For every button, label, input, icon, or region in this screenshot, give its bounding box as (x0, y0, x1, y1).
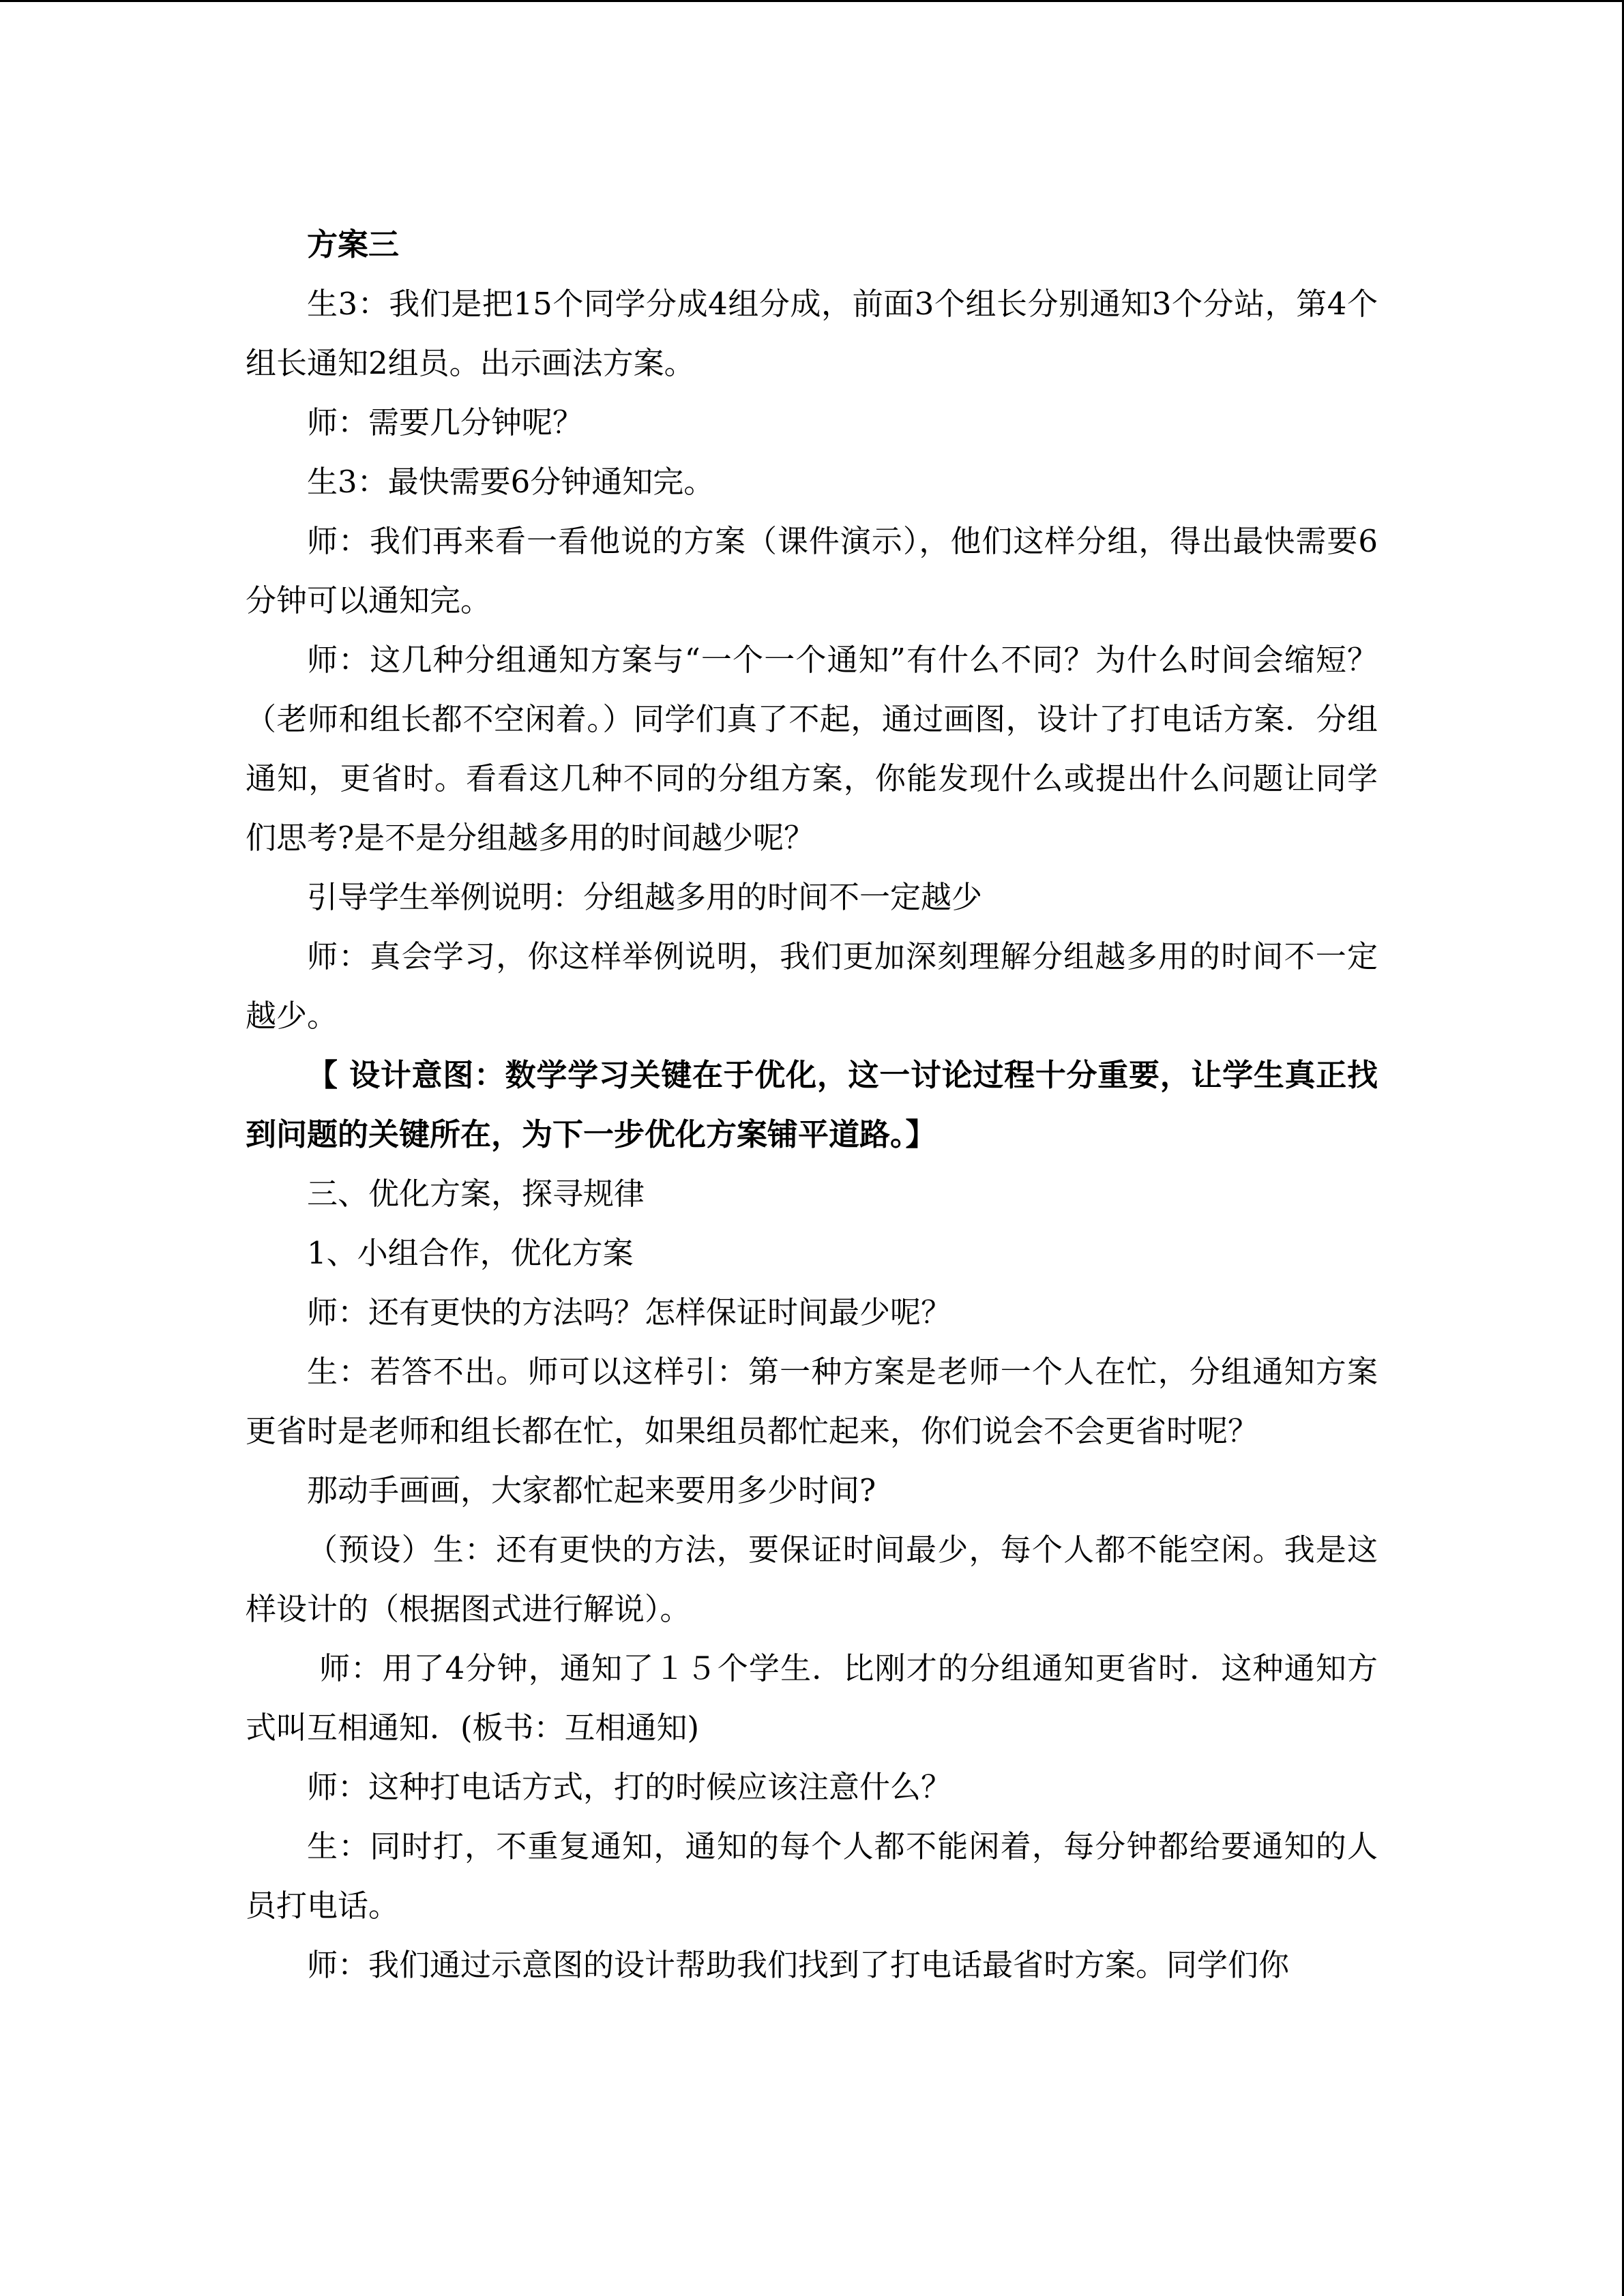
section-subheading: 1、小组合作，优化方案 (307, 1235, 634, 1271)
paragraph: 师：还有更快的方法吗？怎样保证时间最少呢？ (307, 1294, 952, 1330)
document-body (246, 215, 1378, 1995)
paragraph: 生3：最快需要6分钟通知完。 (307, 464, 715, 500)
paragraph: 引导学生举例说明：分组越多用的时间不一定越少 (307, 879, 983, 915)
paragraph: 生3：我们是把15个同学分成4组分成，前面3个组长分别通知3个分站，第4个组长通知2组员。出示画法方案。 (246, 286, 1378, 381)
paragraph: 生：若答不出。师可以这样引：第一种方案是老师一个人在忙，分组通知方案更省时是老师和组长都在忙，如果组员都忙起来，你们说会不会更省时呢？ (246, 1354, 1378, 1449)
section-heading: 方案三 (307, 226, 400, 263)
paragraph: 师：我们通过示意图的设计帮助我们找到了打电话最省时方案。同学们你 (307, 1947, 1290, 1983)
paragraph: 师：用了4分钟，通知了１５个学生．比刚才的分组通知更省时．这种通知方式叫互相通知．(板书：互相通知) (246, 1650, 1378, 1746)
paragraph: （预设）生：还有更快的方法，要保证时间最少，每个人都不能空闲。我是这样设计的（根据图式进行解说）。 (246, 1532, 1378, 1627)
paragraph: 师：真会学习，你这样举例说明，我们更加深刻理解分组越多用的时间不一定越少。 (246, 938, 1378, 1034)
paragraph: 师：需要几分钟呢？ (307, 404, 584, 441)
section-subheading: 三、优化方案，探寻规律 (307, 1176, 645, 1212)
paragraph: 师：这种打电话方式，打的时候应该注意什么？ (307, 1769, 952, 1805)
paragraph: 师：我们再来看一看他说的方案（课件演示），他们这样分组，得出最快需要6分钟可以通知完。 (246, 523, 1378, 618)
paragraph: 那动手画画，大家都忙起来要用多少时间? (307, 1472, 876, 1508)
paragraph: 师：这几种分组通知方案与“一个一个通知”有什么不同？为什么时间会缩短？（老师和组长都不空闲着。）同学们真了不起，通过画图，设计了打电话方案．分组通知，更省时。看看这几种不同的分组方案，你能发现什么或提出什么问题让同学们思考?是不是分组越多用的时间越少呢？ (246, 642, 1378, 856)
paragraph: 生：同时打，不重复通知，通知的每个人都不能闲着，每分钟都给要通知的人员打电话。 (246, 1828, 1378, 1924)
design-intent-note: 【 设计意图：数学学习关键在于优化，这一讨论过程十分重要，让学生真正找到问题的关键所在，为下一步优化方案铺平道路。】 (246, 1057, 1378, 1152)
